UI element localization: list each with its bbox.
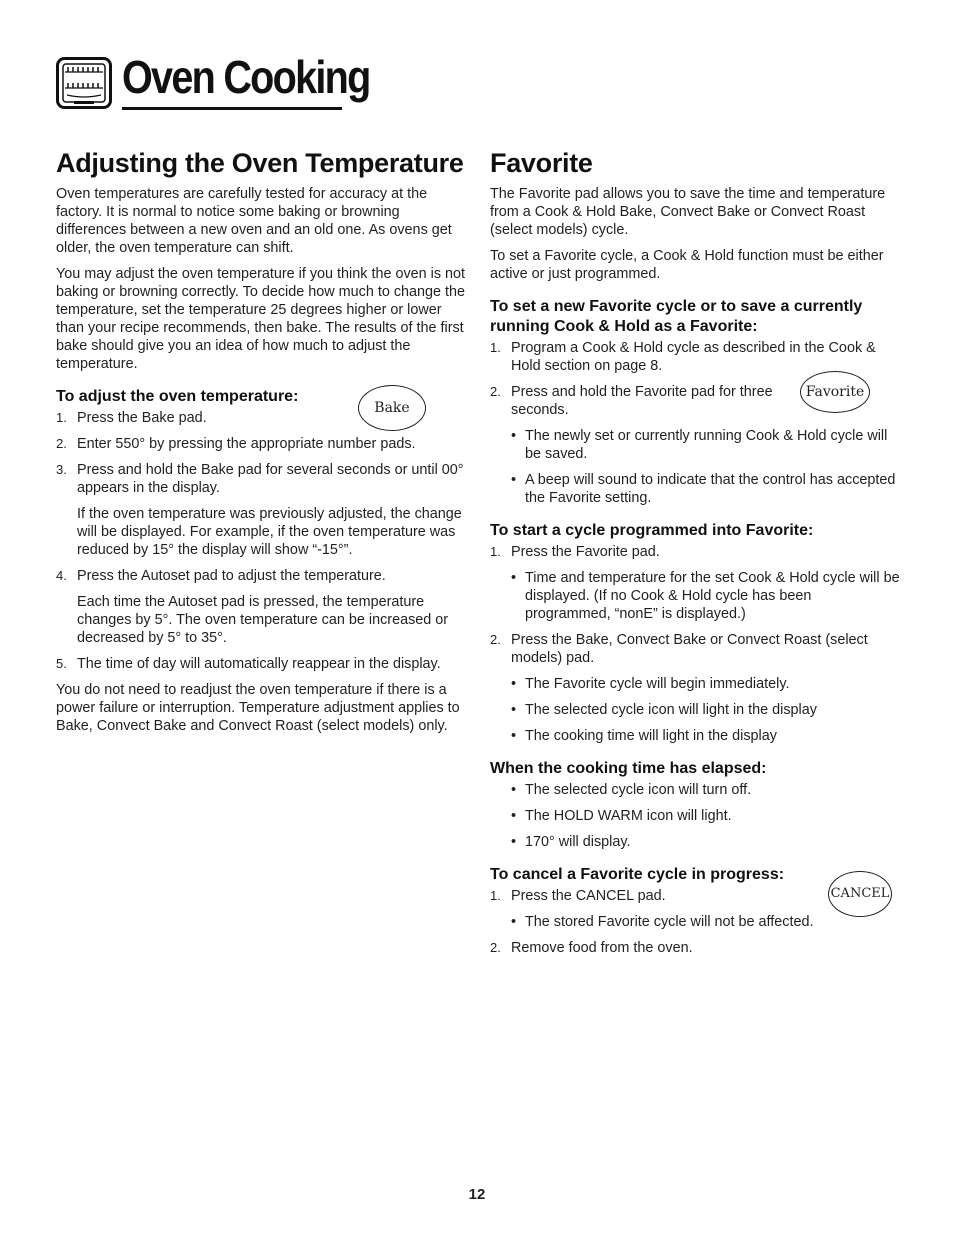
- bullet-item: • The selected cycle icon will light in the display: [511, 702, 817, 718]
- list-item: 1. Press the Favorite pad.: [490, 544, 660, 560]
- bake-pad-label: Bake: [374, 400, 410, 416]
- cancel-pad-icon: [828, 871, 892, 917]
- list-item: 2. Enter 550° by pressing the appropriate number pads.: [56, 436, 416, 452]
- bullet-item: • The stored Favorite cycle will not be affected.: [511, 914, 814, 930]
- right-column: [490, 146, 900, 965]
- subheading-cancel: To cancel a Favorite cycle in progress:: [490, 866, 785, 883]
- bullet-item: • Time and temperature for the set Cook & Hold cycle will be displayed. (If no Cook & Hold cycle has been programmed, “nonE” is displayed.): [511, 570, 900, 622]
- page-number: 12: [468, 1186, 486, 1203]
- list-item: 5. The time of day will automatically reappear in the display.: [56, 656, 441, 672]
- bullet-item: • The newly set or currently running Cook & Hold cycle will be saved.: [511, 428, 888, 462]
- step-note: Each time the Autoset pad is pressed, the temperature changes by 5°. The oven temperature can be increased or decreased by 5° to 35°.: [77, 594, 449, 646]
- paragraph: To set a Favorite cycle, a Cook & Hold function must be either active or just programmed.: [490, 248, 884, 282]
- bullet-item: • The HOLD WARM icon will light.: [511, 808, 732, 824]
- list-item: 1. Press the Bake pad.: [56, 410, 207, 426]
- bake-pad-icon: [358, 385, 426, 431]
- favorite-pad-icon: [800, 371, 870, 413]
- section-heading-adjusting: Adjusting the Oven Temperature: [56, 148, 464, 178]
- favorite-pad-label: Favorite: [805, 384, 865, 400]
- paragraph: Oven temperatures are carefully tested for accuracy at the factory. It is normal to notice some baking or browning differences between a new oven and an old one. As ovens get older, the oven temperature can shift.: [56, 186, 452, 256]
- subheading-adjust: To adjust the oven temperature:: [56, 388, 299, 405]
- list-item: 4. Press the Autoset pad to adjust the temperature.: [56, 568, 386, 584]
- step-note: If the oven temperature was previously adjusted, the change will be displayed. For example, if the oven temperature was reduced by 15° the display will show “-15°”.: [77, 506, 462, 558]
- page-header: [56, 51, 370, 116]
- bullet-item: • 170° will display.: [511, 834, 631, 850]
- bullet-item: • The cooking time will light in the display: [511, 728, 777, 744]
- subheading-elapsed: When the cooking time has elapsed:: [490, 760, 767, 777]
- subheading-start-favorite: To start a cycle programmed into Favorite:: [490, 522, 814, 539]
- title-underline: [122, 107, 342, 110]
- left-column: [56, 146, 466, 743]
- list-item: 1. Program a Cook & Hold cycle as described in the Cook & Hold section on page 8.: [490, 340, 876, 374]
- bullet-item: • The selected cycle icon will turn off.: [511, 782, 752, 798]
- paragraph: The Favorite pad allows you to save the time and temperature from a Cook & Hold Bake, Convect Bake or Convect Roast (select models) cycle.: [490, 186, 886, 238]
- list-item: 2. Press and hold the Favorite pad for three seconds.: [490, 384, 773, 418]
- subheading-set-favorite: To set a new Favorite cycle or to save a currently running Cook & Hold as a Favorite:: [490, 298, 863, 335]
- page-title: Oven Cooking: [122, 51, 370, 103]
- list-item: 3. Press and hold the Bake pad for several seconds or until 00° appears in the display.: [56, 462, 464, 496]
- bullet-item: • A beep will sound to indicate that the control has accepted the Favorite setting.: [511, 472, 896, 506]
- cancel-pad-label: CANCEL: [830, 886, 890, 901]
- oven-icon: [56, 57, 112, 109]
- bullet-item: • The Favorite cycle will begin immediately.: [511, 676, 790, 692]
- list-item: 2. Remove food from the oven.: [490, 940, 693, 956]
- section-heading-favorite: Favorite: [490, 148, 593, 178]
- list-item: 2. Press the Bake, Convect Bake or Convect Roast (select models) pad.: [490, 632, 868, 666]
- paragraph: You do not need to readjust the oven temperature if there is a power failure or interruption. Temperature adjustment applies to Bake, Convect Bake and Convect Roast (select models) only.: [56, 682, 460, 734]
- paragraph: You may adjust the oven temperature if you think the oven is not baking or browning correctly. To decide how much to change the temperature, set the temperature 25 degrees higher or lower than your recipe recommends, then bake. The results of the first bake should give you an idea of how much to adjust the temperature.: [56, 266, 466, 372]
- list-item: 1. Press the CANCEL pad.: [490, 888, 666, 904]
